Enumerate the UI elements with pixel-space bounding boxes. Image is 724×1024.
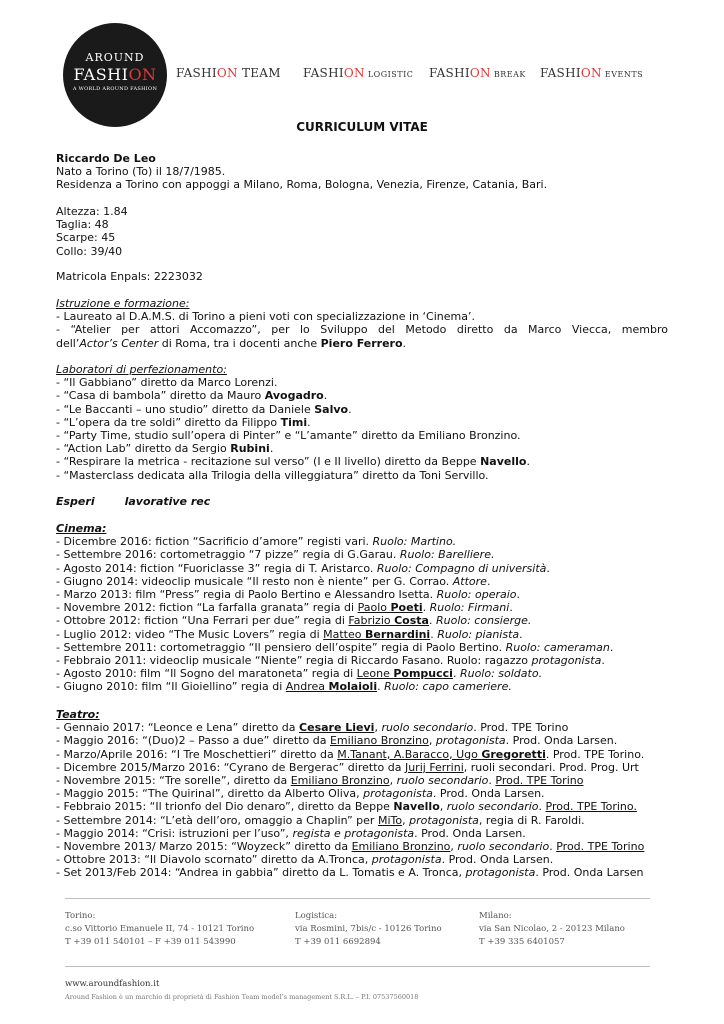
legal-note: Around Fashion è un marchio di proprietà di Fashion Team model’s management S.R.L. – P.I. 07537560018 xyxy=(65,993,419,1001)
footer-divider xyxy=(65,898,650,899)
personal-info xyxy=(56,152,668,192)
cinema-item: - Dicembre 2016: fiction “Sacrificio d’amore” registi vari. Ruolo: Martino. xyxy=(56,535,457,549)
labs-section xyxy=(56,363,668,482)
education-item: - “Atelier per attori Accomazzo”, per lo Sviluppo del Metodo diretto da Marco Viecca, membro xyxy=(56,323,668,337)
brand-fashion-events: FASHION EVENTS xyxy=(540,66,644,80)
size: Taglia: 48 xyxy=(56,218,109,232)
brand-fashion-logistic: FASHION LOGISTIC xyxy=(303,66,414,80)
theatre-item: - Marzo/Aprile 2016: “I Tre Moschettieri” diretto da M.Tanant, A.Baracco, Ugo Gregoretti. Prod. TPE Torino. xyxy=(56,747,645,761)
cinema-item: - Febbraio 2011: videoclip musicale “Niente” regia di Riccardo Fasano. Ruolo: ragazzo protagonista. xyxy=(56,654,605,668)
cinema-item: - Ottobre 2012: fiction “Una Ferrari per due” regia di Fabrizio Costa. Ruolo: consierge. xyxy=(56,614,532,628)
collar: Collo: 39/40 xyxy=(56,244,123,258)
theatre-item: - Maggio 2015: “The Quirinal”, diretto da Alberto Oliva, protagonista. Prod. Onda Larsen. xyxy=(56,787,545,801)
company-logo xyxy=(63,23,167,127)
lab-item: - “Action Lab” diretto da Sergio Rubini. xyxy=(56,442,274,456)
page-title: CURRICULUM VITAE xyxy=(296,120,428,134)
birth-info: Nato a Torino (To) il 18/7/1985. xyxy=(56,165,226,179)
theatre-item: - Dicembre 2015/Marzo 2016: “Cyrano de Bergerac” diretto da Jurij Ferrini, ruoli secondari. Prod. Prog. Urt xyxy=(56,760,639,774)
education-item: - Laureato al D.A.M.S. di Torino a pieni voti con specializzazione in ‘Cinema’. xyxy=(56,310,475,324)
person-name: Riccardo De Leo xyxy=(56,152,156,165)
theatre-item: - Settembre 2014: “L’età dell’oro, omaggio a Chaplin” per MiTo, protagonista, regia di R. Faroldi. xyxy=(56,813,585,827)
education-heading: Istruzione e formazione: xyxy=(56,297,190,310)
cinema-item: - Luglio 2012: video “The Music Lovers” regia di Matteo Bernardini. Ruolo: pianista. xyxy=(56,627,523,641)
footer-torino: Torino: c.so Vittorio Emanuele II, 74 - 10121 Torino T +39 011 540101 – F +39 011 543990 xyxy=(65,911,255,947)
height: Altezza: 1.84 xyxy=(56,205,128,218)
theatre-item: - Novembre 2013/ Marzo 2015: “Woyzeck” diretto da Emiliano Bronzino, ruolo secondario. Prod. TPE Torino xyxy=(56,840,645,854)
cinema-item: - Giugno 2014: videoclip musicale “Il resto non è niente” per G. Corrao. Attore. xyxy=(56,574,491,588)
brand-fashion-team: FASHION TEAM xyxy=(176,66,281,80)
theatre-item: - Maggio 2016: “(Duo)2 – Passo a due” diretto da Emiliano Bronzino, protagonista. Prod. Onda Larsen. xyxy=(56,734,618,748)
lab-item: - “Party Time, studio sull’opera di Pinter” e “L’amante” diretto da Emiliano Bronzino. xyxy=(56,429,521,443)
lab-item: - “Masterclass dedicata alla Trilogia della villeggiatura” diretto da Toni Servillo. xyxy=(56,468,489,482)
cinema-item: - Giugno 2010: film “Il Gioiellino” regia di Andrea Molaioli. Ruolo: capo cameriere. xyxy=(56,680,512,694)
footer-divider xyxy=(65,966,650,967)
lab-item: - “Il Gabbiano” diretto da Marco Lorenzi. xyxy=(56,376,278,390)
footer-logistica: Logistica: via Rosmini, 7bis/c - 10126 Torino T +39 011 6692894 xyxy=(295,911,442,947)
theatre-item: - Gennaio 2017: “Leonce e Lena” diretto da Cesare Lievi, ruolo secondario. Prod. TPE Torino xyxy=(56,721,569,735)
theatre-section xyxy=(56,708,668,880)
labs-heading: Laboratori di perfezionamento: xyxy=(56,363,227,376)
cinema-item: - Marzo 2013: film “Press” regia di Paolo Bertino e Alessandro Isetta. Ruolo: operaio. xyxy=(56,588,521,602)
cinema-heading: Cinema: xyxy=(56,522,107,535)
lab-item: - “Le Baccanti – uno studio” diretto da Daniele Salvo. xyxy=(56,402,352,416)
lab-item: - “Respirare la metrica - recitazione sul verso” (I e II livello) diretto da Beppe Navello. xyxy=(56,455,530,469)
enpals-number: Matricola Enpals: 2223032 xyxy=(56,270,203,283)
education-section xyxy=(56,297,668,350)
website-link[interactable]: www.aroundfashion.it xyxy=(65,979,160,989)
cinema-item: - Settembre 2011: cortometraggio “Il pensiero dell’ospite” regia di Paolo Bertino. Ruolo: cameraman. xyxy=(56,640,614,654)
theatre-item: - Set 2013/Feb 2014: “Andrea in gabbia” diretto da L. Tomatis e A. Tronca, protagonista. Prod. Onda Larsen xyxy=(56,866,644,880)
theatre-item: - Ottobre 2013: “Il Diavolo scornato” diretto da A.Tronca, protagonista. Prod. Onda Larsen. xyxy=(56,853,554,867)
measurements xyxy=(56,205,668,258)
theatre-heading: Teatro: xyxy=(56,708,100,721)
brand-strip xyxy=(176,66,656,82)
logo-fashion-text: FASHION xyxy=(73,65,157,84)
logo-around-text: AROUND xyxy=(85,51,145,64)
cinema-item: - Agosto 2010: film “Il Sogno del maratoneta” regia di Leone Pompucci. Ruolo: soldato. xyxy=(56,667,543,681)
education-item: dell’Actor’s Center di Roma, tra i docenti anche Piero Ferrero. xyxy=(56,336,407,350)
residence-info: Residenza a Torino con appoggi a Milano, Roma, Bologna, Venezia, Firenze, Catania, Bari. xyxy=(56,178,548,192)
brand-fashion-break: FASHION BREAK xyxy=(429,66,526,80)
cinema-item: - Settembre 2016: cortometraggio “7 pizze” regia di G.Garau. Ruolo: Barelliere. xyxy=(56,548,495,562)
lab-item: - “Casa di bambola” diretto da Mauro Avogadro. xyxy=(56,389,328,403)
theatre-item: - Novembre 2015: “Tre sorelle”, diretto da Emiliano Bronzino, ruolo secondario. Prod. TPE Torino xyxy=(56,774,584,788)
cinema-item: - Novembre 2012: fiction “La farfalla granata” regia di Paolo Poeti. Ruolo: Firmani. xyxy=(56,601,513,615)
logo-tagline: A WORLD AROUND FASHION xyxy=(72,86,158,92)
footer-milano: Milano: via San Nicolao, 2 - 20123 Milano T +39 335 6401057 xyxy=(479,911,625,947)
shoes: Scarpe: 45 xyxy=(56,231,116,245)
lab-item: - “L’opera da tre soldi” diretto da Filippo Timi. xyxy=(56,415,311,429)
cinema-item: - Agosto 2014: fiction “Fuoriclasse 3” regia di T. Aristarco. Ruolo: Compagno di università. xyxy=(56,561,550,575)
cinema-section xyxy=(56,522,668,694)
theatre-item: - Maggio 2014: “Crisi: istruzioni per l’uso”, regista e protagonista. Prod. Onda Larsen. xyxy=(56,826,526,840)
experience-heading: Esperi lavorative rec xyxy=(56,495,211,508)
theatre-item: - Febbraio 2015: “Il trionfo del Dio denaro”, diretto da Beppe Navello, ruolo secondario. Prod. TPE Torino. xyxy=(56,800,637,814)
